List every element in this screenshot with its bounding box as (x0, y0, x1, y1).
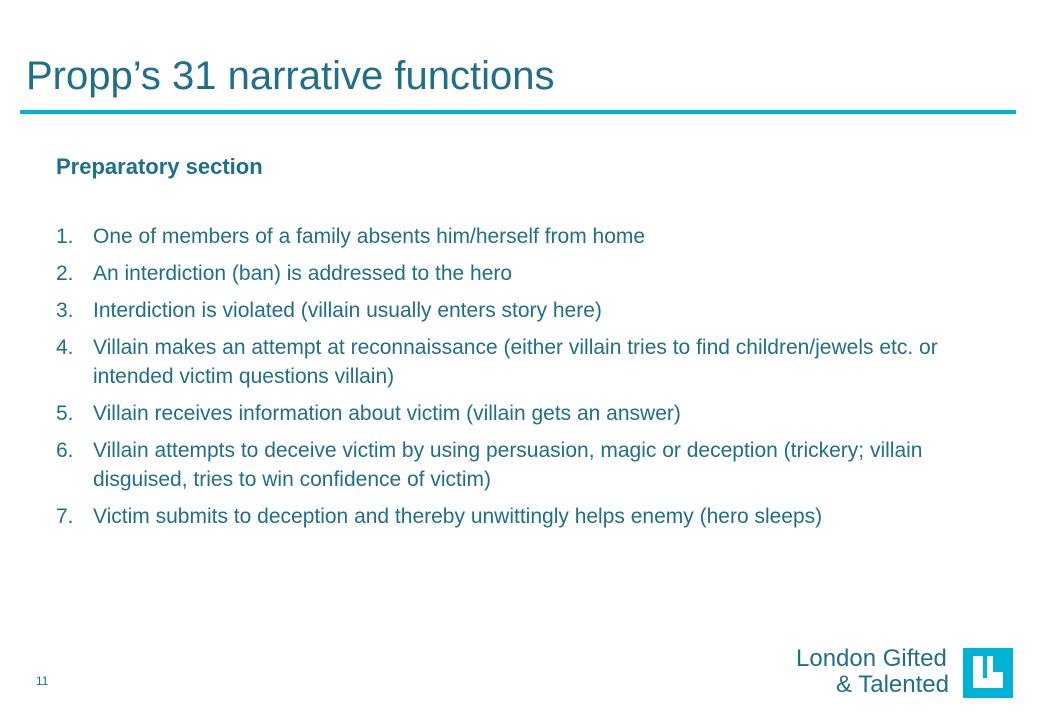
item-number: 2. (56, 262, 74, 285)
item-text: Victim submits to deception and thereby unwittingly helps enemy (hero sleeps) (93, 505, 823, 528)
list-item (56, 399, 986, 428)
title-divider (20, 110, 1016, 114)
logo-line-2: & Talented (836, 671, 949, 698)
item-text: Interdiction is violated (villain usually enters story here) (93, 299, 602, 322)
item-text: Villain receives information about victim (villain gets an answer) (93, 402, 681, 425)
function-list (56, 222, 986, 539)
logo-wordmark (796, 646, 949, 698)
item-number: 5. (56, 402, 74, 425)
page-number: 11 (36, 674, 49, 688)
item-text: One of members of a family absents him/herself from home (93, 225, 646, 248)
logo-line-1: London Gifted (796, 645, 947, 672)
item-text: An interdiction (ban) is addressed to the hero (93, 262, 513, 285)
lgt-logo-icon (963, 648, 1013, 698)
list-item (56, 296, 986, 325)
item-number: 4. (56, 336, 74, 359)
list-item (56, 502, 986, 531)
item-text: Villain attempts to deceive victim by using persuasion, magic or deception (trickery; villain disguised, tries to win confidence of victim) (93, 439, 923, 491)
item-number: 7. (56, 505, 74, 528)
section-heading: Preparatory section (56, 154, 263, 179)
item-number: 6. (56, 439, 74, 462)
slide-title: Propp’s 31 narrative functions (26, 54, 555, 98)
list-item (56, 259, 986, 288)
list-item (56, 222, 986, 251)
item-number: 3. (56, 299, 74, 322)
item-number: 1. (56, 225, 74, 248)
list-item (56, 333, 986, 391)
list-item (56, 436, 986, 494)
item-text: Villain makes an attempt at reconnaissance (either villain tries to find children/jewels etc. or intended victim questions villain) (93, 336, 938, 388)
london-gifted-talented-logo (796, 646, 1013, 698)
